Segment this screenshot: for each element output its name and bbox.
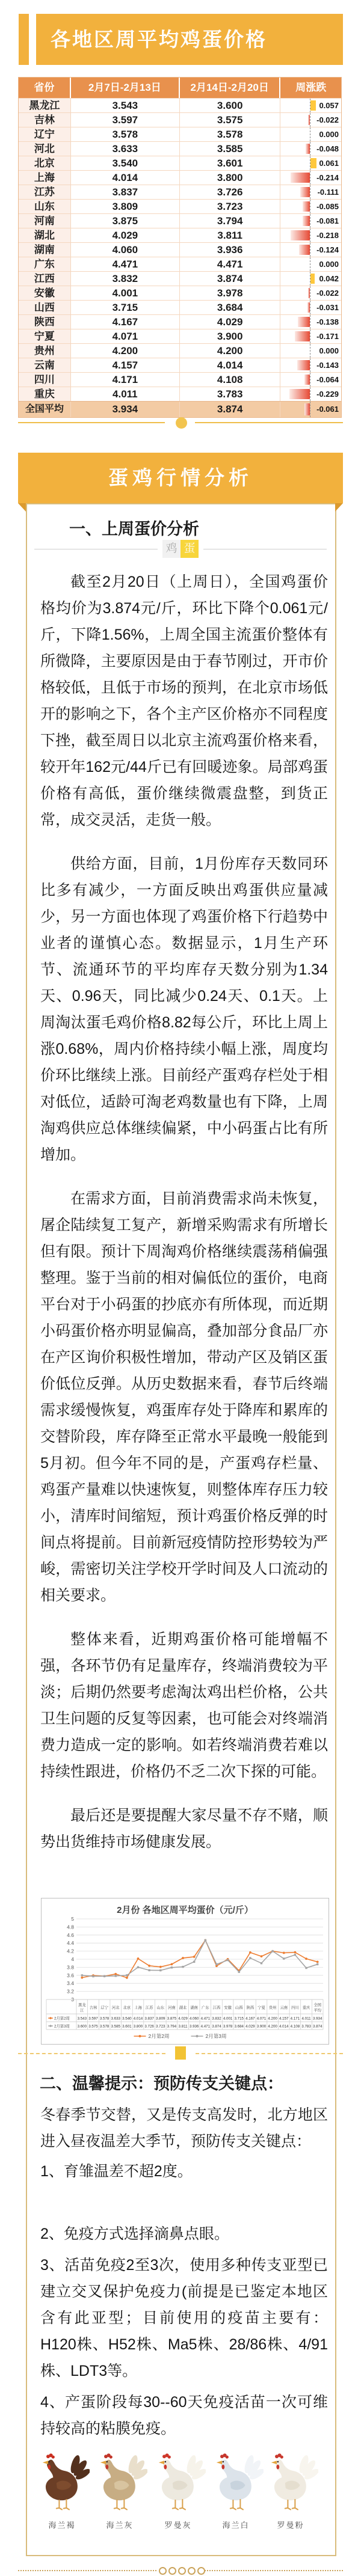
svg-text:江苏: 江苏: [145, 2005, 153, 2010]
week2-price-cell: 3.783: [180, 387, 280, 401]
svg-text:重庆: 重庆: [302, 2005, 310, 2010]
banner-fold-left: [18, 503, 26, 512]
change-value: -0.229: [316, 390, 339, 399]
table-row: [19, 156, 341, 170]
table-row: [19, 98, 341, 112]
svg-text:3.832: 3.832: [212, 2016, 221, 2021]
column-header: 周涨跌: [295, 82, 327, 93]
svg-text:湖南: 湖南: [190, 2005, 198, 2010]
svg-text:山西: 山西: [235, 2005, 243, 2010]
province-cell: 贵州: [19, 344, 71, 358]
svg-text:3.540: 3.540: [122, 2016, 132, 2021]
change-value: -0.061: [316, 405, 339, 414]
change-value: 0.000: [319, 130, 339, 139]
banner-accent-bar: [19, 14, 29, 65]
week1-price-cell: 3.540: [71, 156, 180, 170]
svg-text:3.936: 3.936: [189, 2024, 199, 2029]
svg-text:3.585: 3.585: [111, 2024, 120, 2029]
change-value: -0.031: [316, 303, 339, 312]
province-cell: 湖南: [19, 243, 71, 257]
week2-price-cell: 4.014: [180, 358, 280, 372]
chicken-breed-label: 海兰灰: [106, 2521, 134, 2530]
week2-price-cell: 4.471: [180, 257, 280, 271]
svg-text:2月第3周: 2月第3周: [205, 2033, 227, 2039]
change-value: 0.042: [319, 274, 339, 283]
svg-text:4.071: 4.071: [256, 2016, 267, 2021]
change-value: 0.000: [319, 260, 339, 269]
weekly-change-cell: [280, 344, 341, 358]
table-row: [19, 387, 341, 401]
change-value: -0.171: [316, 332, 339, 341]
province-cell: 重庆: [19, 387, 71, 401]
svg-text:3.837: 3.837: [144, 2016, 154, 2021]
svg-text:3.684: 3.684: [234, 2024, 244, 2029]
egg-tag-right: 蛋: [180, 540, 199, 558]
chicken-image-罗曼灰: [150, 2448, 206, 2516]
negative-bar: [298, 317, 310, 327]
table-row: [19, 329, 341, 343]
tip-item: 4、产蛋阶段每30--60天免疫活苗一次可维持较高的粘膜免疫。: [40, 2394, 328, 2437]
svg-text:4.471: 4.471: [200, 2024, 211, 2029]
svg-text:3.8: 3.8: [67, 1964, 74, 1971]
week2-price-cell: 3.575: [180, 113, 280, 127]
svg-text:河南: 河南: [168, 2005, 176, 2010]
svg-text:4.060: 4.060: [189, 2016, 199, 2021]
column-header: 省份: [19, 78, 71, 98]
week1-price-cell: 3.715: [71, 301, 180, 314]
weekly-change-cell: [280, 301, 341, 314]
week2-price-cell: 3.811: [180, 228, 280, 242]
negative-bar: [303, 201, 310, 212]
negative-bar: [308, 288, 310, 298]
change-value: -0.143: [316, 361, 339, 370]
province-cell: 吉林: [19, 113, 71, 127]
svg-text:3.633: 3.633: [111, 2016, 120, 2021]
footer-dotted-right: [205, 2570, 343, 2571]
province-cell: 陕西: [19, 315, 71, 329]
week1-price-cell: 3.875: [71, 214, 180, 228]
egg-tag-divider: [34, 540, 327, 558]
weekly-change-cell: [280, 171, 341, 185]
price-table: [18, 77, 342, 418]
table-row: [19, 127, 341, 141]
svg-text:2月份 各地区周平均蛋价（元/斤）: 2月份 各地区周平均蛋价（元/斤）: [117, 1905, 253, 1915]
weekly-change-cell: [280, 286, 341, 300]
table-row: [19, 170, 341, 185]
title-banner: [36, 14, 343, 65]
svg-text:云南: 云南: [280, 2005, 288, 2010]
week1-price-cell: 4.060: [71, 243, 180, 257]
svg-text:3.726: 3.726: [144, 2024, 154, 2029]
negative-bar: [297, 360, 310, 370]
week1-price-cell: 3.543: [71, 99, 180, 112]
change-value: 0.061: [319, 159, 339, 168]
svg-text:3.597: 3.597: [88, 2016, 98, 2021]
svg-text:吉林: 吉林: [89, 2005, 97, 2010]
weekly-change-cell: [280, 113, 341, 127]
svg-text:4.171: 4.171: [290, 2016, 300, 2021]
svg-text:4.108: 4.108: [290, 2024, 300, 2029]
chart-svg: [42, 1898, 329, 2044]
week2-price-cell: 3.800: [180, 171, 280, 185]
table-row: [19, 141, 341, 156]
analysis-paragraph: 在需求方面，目前消费需求尚未恢复，屠企陆续复工复产，新增采购需求有所增长但有限。预计下周淘鸡价格继续震荡稍偏强整理。鉴于当前的相对偏低位的蛋价，电商平台对于小码蛋的抄底亦有所体现，而近期小码蛋价格亦明显偏高，叠加部分食品厂亦在产区询价积极性增加，带动产区及销区蛋价低位反弹。从历史数据来看，春节后终端需求缓慢恢复，鸡蛋库存处于降库和累库的交替阶段，库存降至正常水平最晚一般能到5月初。但今年不同的是，产蛋鸡存栏量、鸡蛋产量难以快速恢复，则整体库存压力较小，清库时间缩短，预计鸡蛋价格反弹的时间点将提前。目前新冠疫情防控形势较为严峻，需密切关注学校开学时间及人口流动的相关要求。: [40, 1190, 328, 1604]
week2-price-cell: 3.578: [180, 127, 280, 141]
table-row: [19, 213, 341, 228]
svg-text:安徽: 安徽: [224, 2005, 232, 2010]
svg-text:3.811: 3.811: [178, 2024, 188, 2029]
week1-price-cell: 4.200: [71, 344, 180, 358]
divider-square: [175, 2046, 186, 2060]
svg-text:3.978: 3.978: [223, 2024, 233, 2029]
week2-price-cell: 3.874: [180, 402, 280, 417]
price-table-header: [19, 78, 341, 98]
weekly-change-cell: [280, 142, 341, 156]
svg-text:辽宁: 辽宁: [100, 2005, 108, 2010]
week1-price-cell: 3.809: [71, 200, 180, 213]
svg-text:3.543: 3.543: [77, 2016, 87, 2021]
svg-text:江: 江: [80, 2008, 84, 2013]
divider-line-left: [18, 422, 165, 423]
weekly-change-cell: [280, 99, 341, 112]
negative-bar: [291, 230, 310, 240]
weekly-change-cell: [280, 127, 341, 141]
svg-text:4.157: 4.157: [279, 2016, 289, 2021]
province-cell: 广东: [19, 257, 71, 271]
footer-circle: [178, 2567, 186, 2575]
week2-price-cell: 3.600: [180, 99, 280, 112]
week2-price-cell: 3.936: [180, 243, 280, 257]
table-row: [19, 271, 341, 286]
table-row: [19, 112, 341, 127]
change-value: -0.081: [316, 216, 339, 225]
analysis-banner: [18, 453, 343, 503]
week2-price-cell: 3.726: [180, 185, 280, 199]
analysis-paragraph: 整体来看，近期鸡蛋价格可能增幅不强，各环节仍有足量库存，终端消费较为平淡；后期仍然要考虑淘汰鸡出栏价格，公共卫生问题的反复等因素，也可能会对终端消费力造成一定的影响。如若终端消费若难以持续性跟进，价格仍不乏二次下探的可能。: [40, 1631, 328, 1780]
svg-text:4.029: 4.029: [245, 2024, 255, 2029]
svg-text:3.2: 3.2: [67, 1988, 74, 1995]
week1-price-cell: 3.597: [71, 113, 180, 127]
province-cell: 全国平均: [19, 402, 71, 417]
week2-price-cell: 4.200: [180, 344, 280, 358]
tips-intro: 冬春季节交替，又是传支高发时，北方地区进入昼夜温差大季节，预防传支关键点：: [40, 2106, 328, 2150]
svg-text:2月第2周: 2月第2周: [54, 2016, 70, 2021]
analysis-paragraph: 截至2月20日（上周日），全国鸡蛋价格均价为3.874元/斤，环比下降个0.061元/斤，下降1.56%，上周全国主流蛋价整体有所微降，主要原因是由于春节刚过，开市价格较低，且低于市场的预判，在北京市场低开的影响之下，各个主产区价格亦不同程度下挫，截至周日以北京主流鸡蛋价格来看，较开年162元/44斤已有回暖迹象。局部鸡蛋价格有高低，蛋价继续微震盘整，到货正常，成交灵活，走货一般。: [40, 574, 328, 828]
change-value: -0.085: [316, 202, 339, 211]
negative-bar: [307, 302, 310, 313]
week1-price-cell: 4.071: [71, 329, 180, 343]
svg-text:3.874: 3.874: [312, 2024, 322, 2029]
column-header: 2月7日-2月13日: [71, 78, 180, 98]
svg-text:上海: 上海: [134, 2005, 142, 2010]
change-value: 0.057: [319, 101, 339, 110]
section1-heading: 一、上周蛋价分析: [69, 520, 199, 538]
negative-bar: [306, 144, 310, 154]
svg-text:3: 3: [71, 1996, 74, 2002]
table-row: [19, 228, 341, 242]
svg-text:全国: 全国: [313, 2003, 321, 2007]
weekly-change-cell: [280, 402, 341, 417]
change-value: -0.048: [316, 144, 339, 153]
svg-text:4.6: 4.6: [67, 1932, 74, 1938]
svg-text:4.014: 4.014: [133, 2016, 143, 2021]
page-title: 各地区周平均鸡蛋价格: [51, 28, 267, 50]
table-row: [19, 358, 341, 372]
svg-text:3.874: 3.874: [212, 2024, 221, 2029]
svg-text:四川: 四川: [291, 2005, 299, 2010]
svg-text:3.601: 3.601: [122, 2024, 132, 2029]
week1-price-cell: 4.471: [71, 257, 180, 271]
tip-item: 3、活苗免疫2至3次，使用多种传支亚型已建立交叉保护免疫力(前提是已鉴定本地区含有此亚型；目前使用的疫苗主要有：H120株、H52株、Ma5株、28/86株、4/91株、LDT3等。: [40, 2257, 328, 2379]
negative-bar: [291, 173, 310, 183]
week2-price-cell: 3.684: [180, 301, 280, 314]
change-value: -0.218: [316, 231, 339, 240]
province-cell: 河北: [19, 142, 71, 156]
week2-price-cell: 3.601: [180, 156, 280, 170]
section2-heading: 二、温馨提示：预防传支关键点：: [40, 2075, 283, 2093]
province-cell: 安徽: [19, 286, 71, 300]
svg-text:3.578: 3.578: [99, 2024, 110, 2029]
negative-bar: [299, 245, 310, 255]
negative-bar: [308, 115, 310, 125]
week1-price-cell: 4.029: [71, 228, 180, 242]
province-cell: 宁夏: [19, 329, 71, 343]
province-cell: 上海: [19, 171, 71, 185]
svg-text:江西: 江西: [212, 2005, 221, 2010]
tips-section: [40, 2102, 328, 2442]
analysis-banner-title: 蛋鸡行情分析: [108, 467, 253, 489]
table-row: [19, 257, 341, 271]
footer-dotted-left: [18, 2570, 156, 2571]
province-cell: 山东: [19, 200, 71, 213]
svg-text:4.167: 4.167: [245, 2016, 255, 2021]
chicken-breed-label: 罗曼灰: [164, 2521, 192, 2530]
week2-price-cell: 4.108: [180, 373, 280, 387]
svg-text:4.011: 4.011: [301, 2016, 311, 2021]
weekly-change-cell: [280, 329, 341, 343]
svg-text:湖北: 湖北: [179, 2005, 187, 2010]
analysis-paragraphs: [40, 569, 328, 1873]
table-row: [19, 372, 341, 387]
province-cell: 云南: [19, 358, 71, 372]
table-row: [19, 314, 341, 329]
svg-text:4.029: 4.029: [178, 2016, 188, 2021]
svg-text:3.575: 3.575: [88, 2024, 98, 2029]
weekly-change-cell: [280, 156, 341, 170]
province-cell: 江苏: [19, 185, 71, 199]
weekly-change-cell: [280, 214, 341, 228]
chicken-image-海兰灰: [92, 2448, 147, 2516]
change-value: -0.022: [316, 115, 339, 124]
week2-price-cell: 4.029: [180, 315, 280, 329]
negative-bar: [304, 403, 310, 415]
province-cell: 山西: [19, 301, 71, 314]
week2-price-cell: 3.978: [180, 286, 280, 300]
week1-price-cell: 4.157: [71, 358, 180, 372]
svg-text:3.800: 3.800: [133, 2024, 143, 2029]
svg-text:3.794: 3.794: [167, 2024, 177, 2029]
column-header: 2月14日-2月20日: [180, 78, 280, 98]
svg-text:4.471: 4.471: [200, 2016, 211, 2021]
weekly-change-cell: [280, 257, 341, 271]
weekly-change-cell: [280, 373, 341, 387]
tip-item: 1、育雏温差不超2度。: [40, 2163, 193, 2180]
footer-circle: [168, 2567, 176, 2575]
positive-bar: [310, 100, 316, 111]
divider-dot: [176, 417, 187, 429]
chicken-image-海兰褐: [34, 2448, 90, 2516]
svg-text:3.900: 3.900: [256, 2024, 267, 2029]
change-value: -0.064: [316, 375, 339, 384]
tip-item: 2、免疫方式选择滴鼻点眼。: [40, 2226, 229, 2242]
weekly-change-cell: [280, 185, 341, 199]
week2-price-cell: 3.794: [180, 214, 280, 228]
dashed-divider-left: [18, 2053, 165, 2054]
province-cell: 湖北: [19, 228, 71, 242]
svg-text:2月第2周: 2月第2周: [148, 2033, 170, 2039]
svg-text:平均: 平均: [313, 2008, 321, 2013]
positive-bar: [310, 274, 314, 284]
egg-tag-left: 鸡: [162, 540, 180, 558]
weekly-change-cell: [280, 272, 341, 286]
week2-price-cell: 3.900: [180, 329, 280, 343]
svg-text:4.2: 4.2: [67, 1948, 74, 1954]
province-cell: 北京: [19, 156, 71, 170]
week1-price-cell: 3.837: [71, 185, 180, 199]
svg-text:3.934: 3.934: [312, 2016, 322, 2021]
week1-price-cell: 3.633: [71, 142, 180, 156]
svg-text:4.200: 4.200: [268, 2024, 277, 2029]
change-value: 0.000: [319, 346, 339, 355]
svg-text:4.200: 4.200: [268, 2016, 277, 2021]
svg-text:广东: 广东: [202, 2005, 209, 2010]
divider-line-right: [195, 422, 343, 423]
chicken-image-海兰白: [208, 2448, 264, 2516]
svg-text:贵州: 贵州: [268, 2005, 277, 2010]
svg-text:5: 5: [71, 1916, 74, 1922]
svg-text:4.8: 4.8: [67, 1924, 74, 1930]
chicken-image-罗曼粉: [263, 2448, 318, 2516]
change-value: -0.214: [316, 173, 339, 182]
svg-text:4: 4: [71, 1956, 74, 1962]
weekly-change-cell: [280, 358, 341, 372]
footer-circle: [188, 2567, 196, 2575]
table-row: [19, 185, 341, 199]
change-value: -0.111: [317, 188, 339, 197]
table-row: [19, 242, 341, 257]
svg-text:陕西: 陕西: [246, 2005, 255, 2010]
svg-text:4.4: 4.4: [67, 1940, 74, 1947]
negative-bar: [303, 216, 310, 226]
change-value: -0.022: [316, 289, 339, 298]
province-cell: 河南: [19, 214, 71, 228]
svg-text:4.014: 4.014: [279, 2024, 289, 2029]
table-row: [19, 343, 341, 358]
week1-price-cell: 3.934: [71, 402, 180, 417]
svg-text:河北: 河北: [111, 2005, 120, 2010]
negative-bar: [304, 375, 310, 385]
analysis-paragraph: 供给方面，目前，1月份库存天数同环比多有减少，一方面反映出鸡蛋供应量减少，另一方面也体现了鸡蛋价格下行趋势中业者的谨慎心态。数据显示，1月生产环节、流通环节的平均库存天数分别为1.34天、0.96天，同比减少0.24天、0.1天。上周淘汰蛋毛鸡价格8.82每公斤，环比上周上涨0.68%，周内价格持续小幅上涨，周度均价环比继续上涨。目前经产蛋鸡存栏处于相对低位，适龄可淘老鸡数量也有下降，上周淘鸡供应总体继续偏紧，中小码蛋占比有所增加。: [40, 855, 328, 1163]
province-cell: 四川: [19, 373, 71, 387]
svg-text:北京: 北京: [123, 2005, 131, 2010]
week2-price-cell: 3.723: [180, 200, 280, 213]
weekly-change-cell: [280, 200, 341, 213]
svg-text:3.723: 3.723: [156, 2024, 165, 2029]
change-value: -0.138: [316, 317, 339, 326]
svg-text:3.6: 3.6: [67, 1972, 74, 1978]
chicken-breed-label: 罗曼粉: [277, 2521, 304, 2530]
svg-text:3.783: 3.783: [301, 2024, 311, 2029]
negative-bar: [295, 331, 310, 341]
weekly-change-cell: [280, 243, 341, 257]
svg-text:3.809: 3.809: [156, 2016, 165, 2021]
footer-circle: [159, 2567, 167, 2575]
table-row: [19, 199, 341, 213]
weekly-change-cell: [280, 315, 341, 329]
province-cell: 江西: [19, 272, 71, 286]
svg-text:山东: 山东: [156, 2005, 165, 2010]
week2-price-cell: 3.585: [180, 142, 280, 156]
svg-text:黑龙: 黑龙: [78, 2003, 86, 2007]
svg-text:4.001: 4.001: [223, 2016, 233, 2021]
weekly-change-cell: [280, 228, 341, 242]
svg-text:3.578: 3.578: [99, 2016, 110, 2021]
weekly-change-cell: [280, 387, 341, 401]
change-value: -0.124: [316, 245, 339, 254]
week1-price-cell: 4.014: [71, 171, 180, 185]
price-table-body: [19, 98, 341, 417]
week1-price-cell: 3.578: [71, 127, 180, 141]
week1-price-cell: 4.011: [71, 387, 180, 401]
week1-price-cell: 4.167: [71, 315, 180, 329]
negative-bar: [300, 187, 310, 197]
svg-text:3.600: 3.600: [77, 2024, 87, 2029]
svg-text:宁夏: 宁夏: [258, 2005, 265, 2010]
chicken-breed-label: 海兰白: [222, 2521, 250, 2530]
week2-price-cell: 3.874: [180, 272, 280, 286]
table-row: [19, 286, 341, 300]
svg-text:3.4: 3.4: [67, 1980, 74, 1987]
table-row: [19, 300, 341, 314]
egg-price-chart: [41, 1898, 329, 2045]
province-cell: 辽宁: [19, 127, 71, 141]
chicken-breed-label: 海兰褐: [48, 2521, 76, 2530]
analysis-paragraph: 最后还是要提醒大家尽量不存不赌，顺势出货维持市场健康发展。: [40, 1807, 328, 1850]
province-cell: 黑龙江: [19, 99, 71, 112]
positive-bar: [310, 158, 316, 168]
week1-price-cell: 4.171: [71, 373, 180, 387]
week1-price-cell: 3.832: [71, 272, 180, 286]
table-summary-row: [19, 401, 341, 417]
week1-price-cell: 4.001: [71, 286, 180, 300]
dashed-divider-right: [196, 2053, 343, 2054]
svg-text:3.875: 3.875: [167, 2016, 177, 2021]
negative-bar: [289, 389, 310, 399]
svg-text:3.715: 3.715: [234, 2016, 244, 2021]
svg-text:2月第3周: 2月第3周: [54, 2024, 70, 2029]
